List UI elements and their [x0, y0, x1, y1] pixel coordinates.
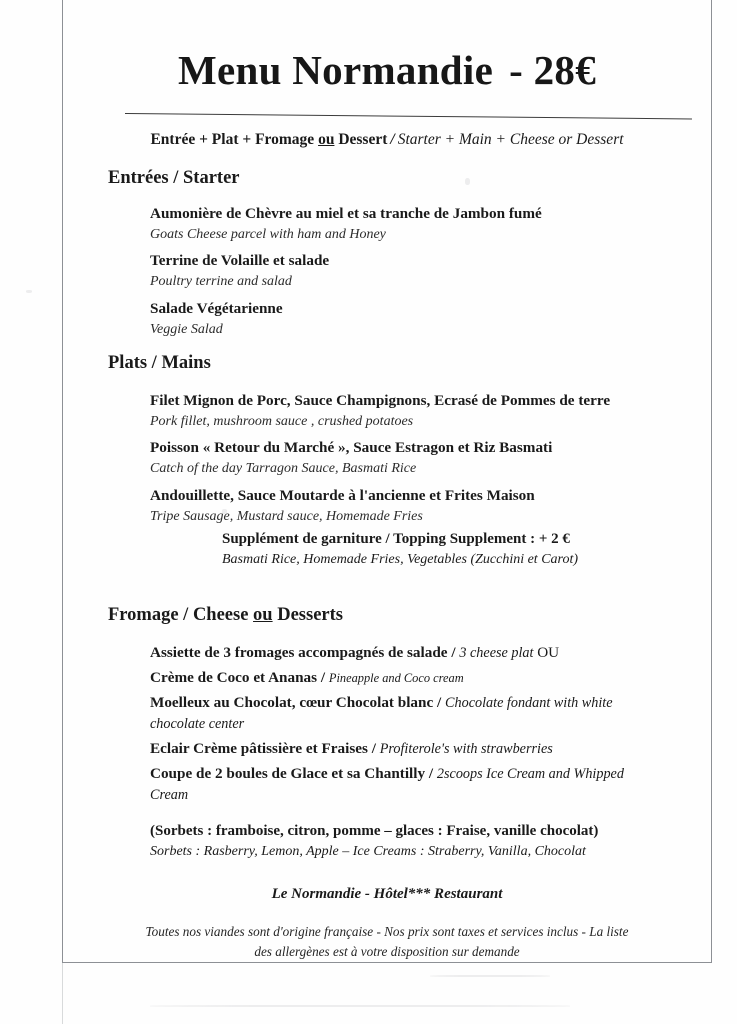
restaurant-signature: Le Normandie - Hôtel*** Restaurant: [271, 886, 503, 902]
sorbets-fr: (Sorbets : framboise, citron, pomme – glaces : Fraise, vanille chocolat): [150, 823, 599, 839]
dish-translation: Pork fillet, mushroom sauce , crushed potatoes: [150, 413, 414, 429]
dish-suffix-ou: OU: [537, 644, 560, 661]
section-heading-cheese-desserts: [108, 605, 343, 626]
dish-name: Assiette de 3 fromages accompagnés de salade: [150, 644, 448, 661]
formula-fr-start: Entrée + Plat + Fromage: [150, 131, 319, 148]
sorbets-en: Sorbets : Rasberry, Lemon, Apple – Ice Creams : Straberry, Vanilla, Chocolat: [150, 844, 586, 859]
scan-artifact-smudge: [150, 1005, 570, 1007]
menu-formula: [62, 131, 712, 149]
dessert-item-list: [150, 643, 710, 806]
dish-translation: Tripe Sausage, Mustard sauce, Homemade Fries: [150, 508, 423, 524]
section-heading-starters: Entrées / Starter: [108, 168, 240, 188]
topping-supplement: [222, 531, 702, 568]
dish-name: Eclair Crème pâtissière et Fraises: [150, 739, 368, 757]
dish-name: Crème de Coco et Ananas: [150, 668, 318, 686]
dish-name: Poisson « Retour du Marché », Sauce Estragon et Riz Basmati: [150, 439, 553, 457]
section-heading-mains: Plats / Mains: [108, 353, 211, 373]
dish-translation: Catch of the day Tarragon Sauce, Basmati Rice: [150, 461, 417, 477]
dish-translation: Veggie Salad: [150, 321, 223, 337]
dish-name: Aumonière de Chèvre au miel et sa tranche de Jambon fumé: [150, 205, 542, 222]
dish-name: Salade Végétarienne: [150, 299, 283, 317]
dish-name: Coupe de 2 boules de Glace et sa Chantilly: [150, 764, 426, 782]
dish-translation: 2scoops Ice Cream and Whipped Cream: [150, 765, 624, 803]
dish-name: Filet Mignon de Porc, Sauce Champignons, Ecrasé de Pommes de terre: [150, 392, 611, 409]
starter-item-list: [150, 204, 710, 339]
legal-line-2: des allergènes est à votre disposition sur demande: [254, 944, 520, 960]
cheese-heading-ou: ou: [253, 605, 273, 625]
menu-title-text: Menu Normandie: [177, 47, 494, 93]
dish-separator: /: [320, 668, 326, 686]
dish-separator: /: [371, 739, 376, 757]
supplement-detail: Basmati Rice, Homemade Fries, Vegetables (Zucchini et Carot): [222, 552, 579, 567]
sorbets-note: [150, 823, 710, 860]
formula-separator: /: [390, 131, 395, 148]
dessert-item: [150, 693, 650, 735]
dish-separator: /: [428, 764, 434, 782]
title-divider: [125, 113, 692, 119]
dish-translation: 3 cheese plat: [459, 645, 534, 661]
formula-ou: ou: [318, 131, 335, 148]
legal-notice: [62, 922, 712, 963]
supplement-title: Supplément de garniture / Topping Supplement : + 2 €: [222, 531, 570, 547]
page-title: [62, 46, 712, 94]
dish-name: Moelleux au Chocolat, cœur Chocolat blanc: [150, 693, 434, 711]
cheese-heading-part1: Fromage / Cheese: [108, 605, 254, 625]
scan-artifact-smudge: [430, 975, 550, 977]
dish-translation: Pineapple and Coco cream: [328, 670, 464, 685]
main-item-list: [150, 391, 710, 526]
dish-separator: /: [437, 693, 442, 711]
dessert-item: [150, 668, 710, 689]
dish-separator: /: [451, 644, 456, 661]
formula-en: Starter + Main + Cheese or Dessert: [397, 131, 624, 148]
menu-content: [62, 0, 712, 963]
dish-name: Terrine de Volaille et salade: [150, 252, 330, 270]
legal-line-1: Toutes nos viandes sont d'origine française - Nos prix sont taxes et services inclus - La liste: [145, 924, 629, 939]
menu-price: - 28€: [509, 47, 596, 93]
dessert-item: [150, 643, 710, 664]
dish-name: Andouillette, Sauce Moutarde à l'ancienne et Frites Maison: [150, 486, 535, 504]
dish-translation: Goats Cheese parcel with ham and Honey: [150, 226, 386, 242]
cheese-heading-part2: Desserts: [272, 605, 343, 625]
dessert-item: [150, 764, 660, 806]
scan-artifact-smudge: [26, 290, 32, 293]
dish-translation: Profiterole's with strawberries: [379, 740, 553, 757]
formula-fr-end: Dessert: [334, 131, 388, 148]
dish-translation: Chocolate fondant with white chocolate center: [150, 694, 613, 732]
dish-translation: Poultry terrine and salad: [150, 274, 292, 290]
dessert-item: [150, 739, 710, 760]
